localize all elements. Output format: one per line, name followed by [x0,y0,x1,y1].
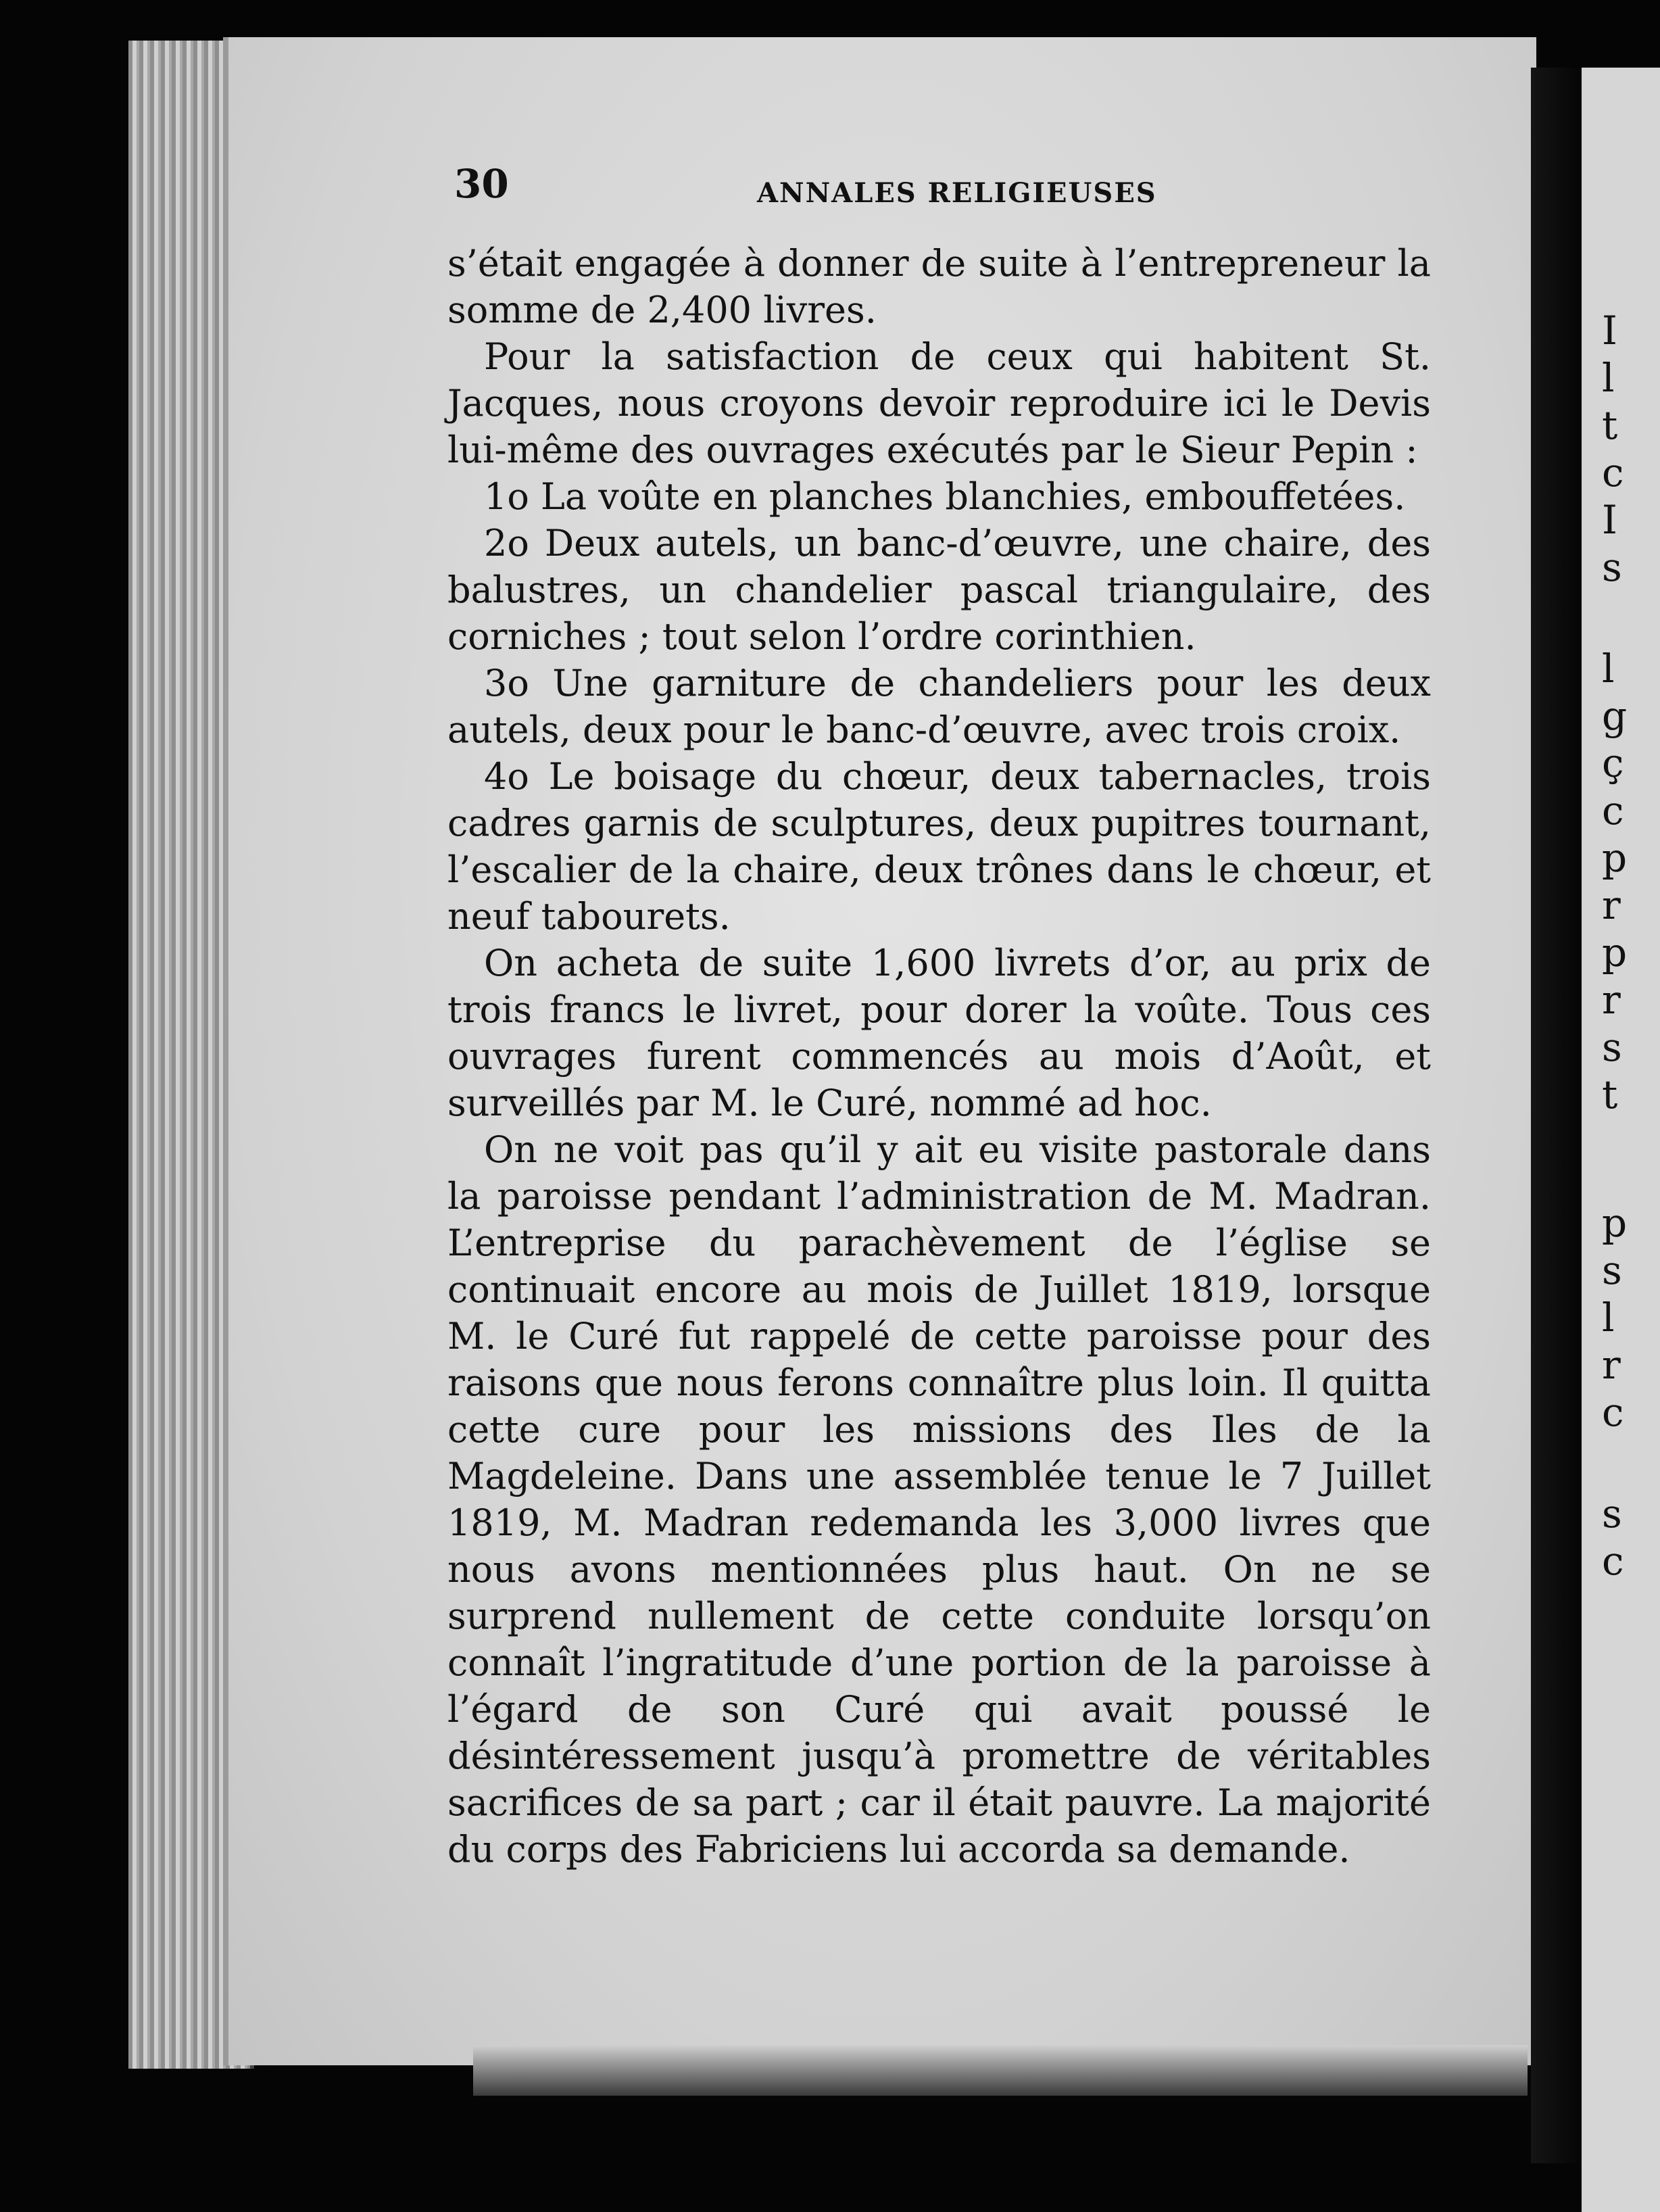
facing-page-fragment: s [1602,1247,1622,1293]
page-bottom-shadow [473,2045,1528,2096]
paragraph: Pour la satisfaction de ceux qui habitent St. Jacques, nous croyons devoir reproduire ici le Devis lui-même des ouvrages exécutés par le Sieur Pepin : [447,335,1431,471]
facing-page-fragment: s [1602,544,1622,590]
facing-page-fragment: l [1602,646,1615,692]
facing-page-fragment: l [1602,1295,1615,1341]
facing-page-fragment: t [1602,402,1618,448]
facing-page-fragment: l [1602,355,1615,401]
facing-page-fragment: ç [1602,740,1624,786]
facing-page-fragment: r [1602,882,1621,928]
list-item: 2o Deux autels, un banc-d’œuvre, une chaire, des balustres, un chandelier pascal triangulaire, des corniches ; tout selon l’ordre corinthien. [447,522,1431,658]
facing-page-fragment: c [1602,450,1624,496]
book-gutter [1531,68,1582,2163]
facing-page-fragment: p [1602,835,1628,881]
list-item: 4o Le boisage du chœur, deux tabernacles, trois cadres garnis de sculptures, deux pupitres tournant, l’escalier de la chaire, deux trônes dans le chœur, et neuf tabourets. [447,755,1431,938]
list-item: 1o La voûte en planches blanchies, embouffetées. [484,475,1406,518]
facing-page-fragment: s [1602,1024,1622,1070]
facing-page-fragment: c [1602,1538,1624,1584]
page-number: 30 [454,161,509,207]
facing-page-fragment: s [1602,1491,1622,1537]
facing-page-fragment: c [1602,788,1624,834]
facing-page-fragment: p [1602,1200,1628,1246]
facing-page-fragment: p [1602,930,1628,976]
running-title: ANNALES RELIGIEUSES [757,177,1157,209]
facing-page-fragment: g [1602,693,1628,739]
paragraph: On acheta de suite 1,600 livrets d’or, au prix de trois francs le livret, pour dorer la voûte. Tous ces ouvrages furent commencés au mois d’Août, et surveillés par M. le Curé, nommé ad hoc. [447,942,1431,1124]
facing-page-fragment: r [1602,977,1621,1023]
facing-page-fragment: c [1602,1389,1624,1435]
list-item: 3o Une garniture de chandeliers pour les deux autels, deux pour le banc-d’œuvre, avec trois croix. [447,662,1431,751]
facing-page-fragment: I [1602,308,1617,354]
facing-page-fragment: t [1602,1072,1618,1117]
paragraph: s’était engagée à donner de suite à l’entrepreneur la somme de 2,400 livres. [447,242,1431,331]
facing-page-edge [1582,68,1660,2212]
paragraph: On ne voit pas qu’il y ait eu visite pastorale dans la paroisse pendant l’administration de M. Madran. L’entreprise du parachèvement de l’église se continuait encore au mois de Juillet 1819, lorsque M. le Curé fut rappelé de cette paroisse pour des raisons que nous ferons connaître plus loin. Il quitta cette cure pour les missions des Iles de la Magdeleine. Dans une assemblée tenue le 7 Juillet 1819, M. Madran redemanda les 3,000 livres que nous avons mentionnées plus haut. On ne se surprend nullement de cette conduite lorsqu’on connaît l’ingratitude d’une portion de la paroisse à l’égard de son Curé qui avait poussé le désintéressement jusqu’à promettre de véritables sacrifices de sa part ; car il était pauvre. La majorité du corps des Fabriciens lui accorda sa demande. [447,1128,1431,1871]
facing-page-fragment: I [1602,497,1617,543]
facing-page-fragment: r [1602,1342,1621,1388]
body-text [447,240,1431,1873]
